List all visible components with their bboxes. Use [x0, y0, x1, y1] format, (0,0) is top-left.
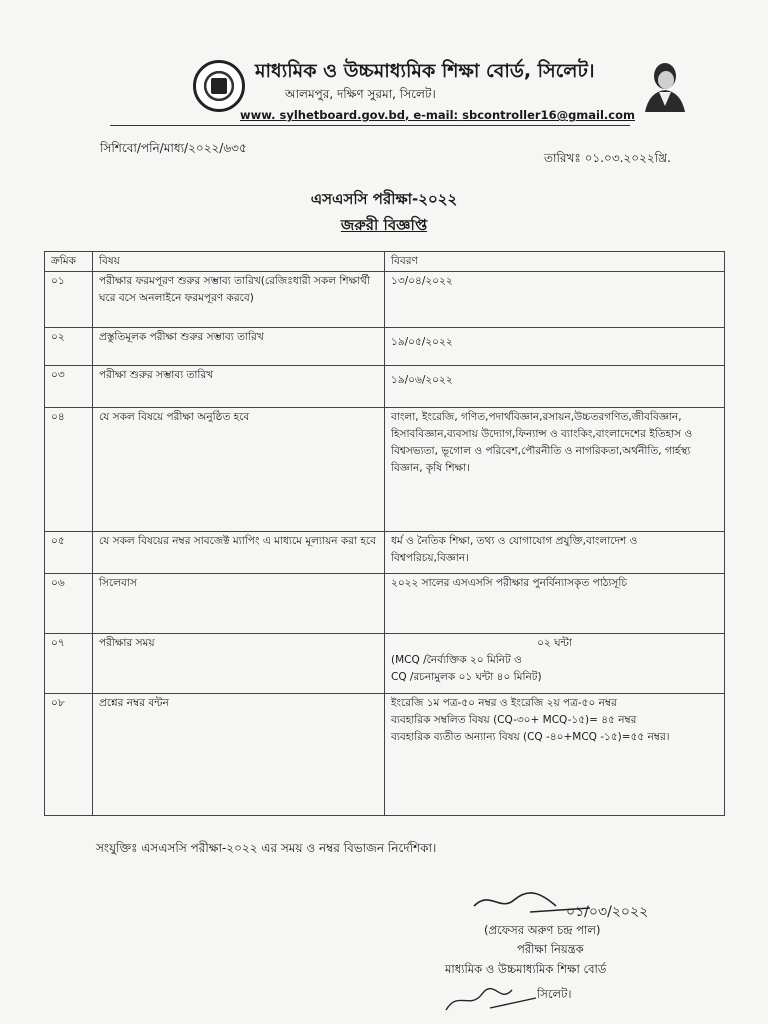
- row-subject: প্রস্তুতিমূলক পরীক্ষা শুরুর সম্ভাব্য তারিখ: [93, 328, 385, 366]
- column-header-subject: বিষয়: [93, 252, 385, 272]
- signatory-name: (প্রফেসর অরুণ চন্দ্র পাল): [484, 923, 601, 937]
- schedule-table: [44, 251, 725, 816]
- row-subject: যে সকল বিষয়ে পরীক্ষা অনুষ্ঠিত হবে: [93, 408, 385, 532]
- signature-icon: [470, 882, 650, 922]
- signature-date: ০১/০৩/২০২২: [566, 904, 649, 920]
- signatory-title: পরীক্ষা নিয়ন্ত্রক: [517, 942, 584, 956]
- table-row: [45, 694, 725, 816]
- row-detail: [385, 634, 725, 694]
- row-serial: ০৬: [45, 574, 93, 634]
- exam-duration: ০২ ঘন্টা: [537, 637, 572, 649]
- non-practical-marks: ব্যবহারিক ব্যতীত অন্যান্য বিষয় (CQ -৪০+MCQ -১৫)=৫৫ নম্বর।: [391, 731, 670, 743]
- row-subject: সিলেবাস: [93, 574, 385, 634]
- table-row: [45, 574, 725, 634]
- row-detail: ১৯/০৫/২০২২: [385, 328, 725, 366]
- board-address: আলমপুর, দক্ষিণ সুরমা, সিলেট।: [285, 87, 436, 101]
- row-serial: ০৭: [45, 634, 93, 694]
- table-row: [45, 328, 725, 366]
- table-row: [45, 532, 725, 574]
- column-header-serial: ক্রমিক: [45, 252, 93, 272]
- row-serial: ০৫: [45, 532, 93, 574]
- board-contact-line: [240, 108, 635, 122]
- row-detail: ২০২২ সালের এসএসসি পরীক্ষার পুনর্বিন্যাসকৃত পাঠ্যসূচি: [385, 574, 725, 634]
- row-serial: ০৮: [45, 694, 93, 816]
- table-header-row: [45, 252, 725, 272]
- row-subject: পরীক্ষার সময়: [93, 634, 385, 694]
- column-header-detail: বিবরণ: [385, 252, 725, 272]
- row-serial: ০৪: [45, 408, 93, 532]
- portrait-icon: [635, 60, 693, 112]
- board-logo-icon: [193, 60, 245, 112]
- row-detail: ১৩/০৪/২০২২: [385, 272, 725, 328]
- row-subject: প্রশ্নের নম্বর বন্টন: [93, 694, 385, 816]
- table-row: [45, 272, 725, 328]
- signatory-board: মাধ্যমিক ও উচ্চমাধ্যমিক শিক্ষা বোর্ড: [445, 962, 607, 976]
- memo-reference: সিশিবো/পনি/মাধ্য/২০২২/৬৩৫: [100, 141, 247, 155]
- board-name: মাধ্যমিক ও উচ্চমাধ্যমিক শিক্ষা বোর্ড, সিলেট।: [255, 60, 595, 82]
- notice-subtitle: জরুরী বিজ্ঞপ্তি: [340, 216, 428, 234]
- email-link[interactable]: sbcontroller16@gmail.com: [462, 108, 635, 122]
- row-detail: [385, 694, 725, 816]
- row-detail: ধর্ম ও নৈতিক শিক্ষা, তথ্য ও যোগাযোগ প্রযুক্তি,বাংলাদেশ ও বিশ্বপরিচয়,বিজ্ঞান।: [385, 532, 725, 574]
- row-detail: বাংলা, ইংরেজি, গণিত,পদার্থবিজ্ঞান,রসায়ন,উচ্চতরগণিত,জীববিজ্ঞান, হিসাববিজ্ঞান,ব্যবসায় উদ্যোগ,ফিন্যান্স ও ব্যাংকিং,বাংলাদেশের ইতিহাস ও বিশ্বসভ্যতা, ভূগোল ও পরিবেশ,পৌরনীতি ও নাগরিকতা,অর্থনীতি, গার্হস্থ্য বিজ্ঞান, কৃষি শিক্ষা।: [385, 408, 725, 532]
- table-row: [45, 634, 725, 694]
- header-divider: [110, 125, 630, 126]
- mcq-duration: (MCQ /নৈর্ব্যক্তিক ২০ মিনিট ও: [391, 654, 522, 666]
- row-serial: ০১: [45, 272, 93, 328]
- email-label: , e-mail:: [404, 108, 459, 122]
- row-detail: ১৯/০৬/২০২২: [385, 366, 725, 408]
- signatory-place: সিলেট।: [537, 987, 572, 1001]
- initials-signature-icon: [440, 980, 540, 1016]
- english-marks: ইংরেজি ১ম পত্র-৫০ নম্বর ও ইংরেজি ২য় পত্র-৫০ নম্বর: [391, 697, 617, 709]
- memo-date: তারিখঃ ০১.০৩.২০২২খ্রি.: [544, 151, 671, 165]
- row-subject: পরীক্ষা শুরুর সম্ভাব্য তারিখ: [93, 366, 385, 408]
- row-subject: যে সকল বিষয়ের নম্বর সাবজেক্ট ম্যাপিং এ মাধ্যমে মূল্যায়ন করা হবে: [93, 532, 385, 574]
- attachment-note: সংযুক্তিঃ এসএসসি পরীক্ষা-২০২২ এর সময় ও নম্বর বিভাজন নির্দেশিকা।: [96, 841, 437, 855]
- website-link[interactable]: www. sylhetboard.gov.bd: [240, 108, 405, 122]
- notice-title: এসএসসি পরীক্ষা-২০২২: [310, 190, 458, 208]
- row-serial: ০৩: [45, 366, 93, 408]
- cq-duration: CQ /রচনামুলক ০১ ঘন্টা ৪০ মিনিট): [391, 671, 542, 683]
- table-row: [45, 366, 725, 408]
- row-serial: ০২: [45, 328, 93, 366]
- practical-marks: ব্যবহারিক সম্বলিত বিষয় (CQ-৩০+ MCQ-১৫)= ৪৫ নম্বর: [391, 714, 637, 726]
- table-row: [45, 408, 725, 532]
- row-subject: পরীক্ষার ফরমপূরণ শুরুর সম্ভাব্য তারিখ(রেজিঃধারী সকল শিক্ষার্থী ঘরে বসে অনলাইনে ফরমপূরণ করবে): [93, 272, 385, 328]
